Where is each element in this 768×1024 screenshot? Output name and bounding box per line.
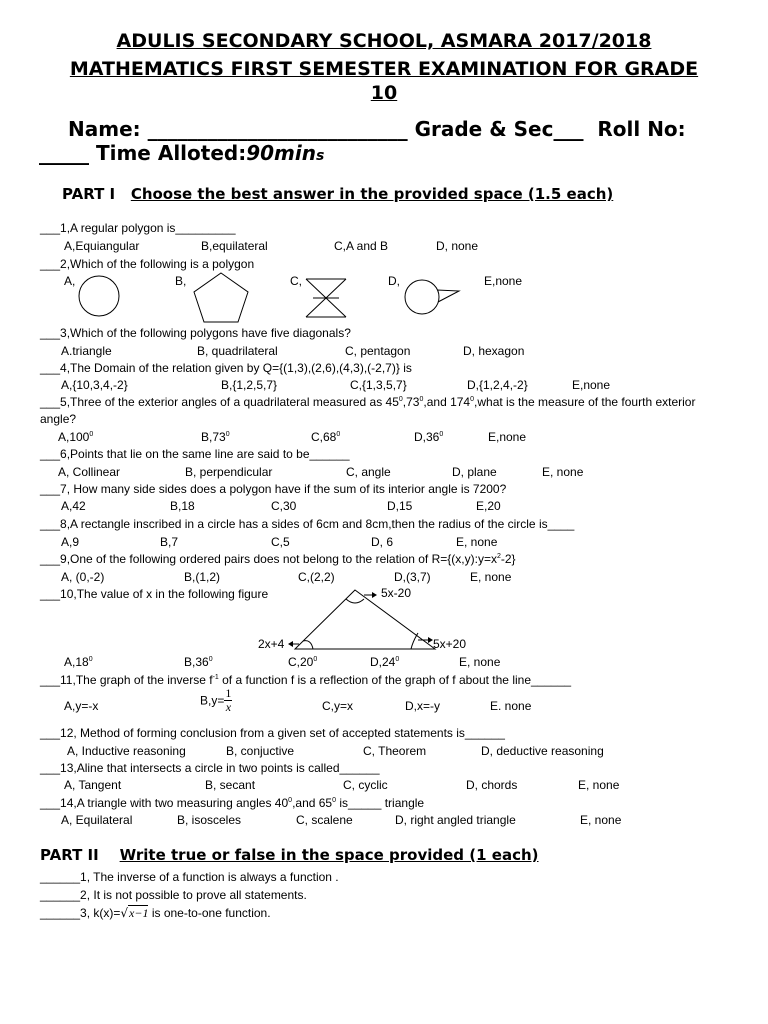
tf-statement-1: ______1, The inverse of a function is always a function . [40, 870, 339, 884]
q13-option-a: A, Tangent [64, 778, 122, 792]
q11-option-a: A,y=-x [64, 699, 99, 713]
q9-option-a: A, (0,-2) [61, 570, 105, 584]
q12-option-b: B, conjuctive [226, 744, 295, 758]
q2-option-b: B, [175, 274, 187, 288]
name-label: Name: [68, 117, 141, 141]
q14-text: ___14,A triangle with two measuring angles $40^0,and$ $65^0$ is_____ triangle [40, 796, 425, 810]
pentagon-figure [190, 270, 252, 326]
balloon-figure [402, 277, 464, 319]
q10-top-label: 5x-20 [381, 586, 412, 600]
name-row [68, 117, 686, 141]
q2-option-c: C, [290, 274, 302, 288]
q14-option-c: C, scalene [296, 813, 353, 827]
q7-option-d: D,15 [387, 499, 413, 513]
grade-blank[interactable]: ___ [553, 117, 584, 141]
q13-option-e: E, none [578, 778, 620, 792]
q2-option-d: D, [388, 274, 400, 288]
q8-text: ___8,A rectangle inscribed in a circle has a sides of 6cm and 8cm,then the radius of the circle is____ [40, 517, 575, 531]
q11-option-e: E. none [490, 699, 532, 713]
q1-option-c: C,A and B [334, 239, 389, 253]
grade-label: Grade & Sec [414, 117, 554, 141]
roll-blank[interactable]: _____ [39, 141, 89, 165]
q8-option-e: E, none [456, 535, 498, 549]
time-value: 90min [246, 141, 316, 165]
q9-text: ___9,One of the following ordered pairs does not belong to the relation of $R=\{(x,y):y=x^2-2\}$ [40, 552, 516, 566]
q7-text: ___7, How many side sides does a polygon have if the sum of its interior angle is 7200? [40, 482, 507, 496]
q8-option-c: C,5 [271, 535, 290, 549]
q6-option-a: A, Collinear [58, 465, 121, 479]
q4-option-a: A,{10,3,4,-2} [61, 378, 128, 392]
q2-text: ___2,Which of the following is a polygon [40, 257, 255, 271]
q13-option-c: C, cyclic [343, 778, 388, 792]
q3-option-c: C, pentagon [345, 344, 411, 358]
circle-figure [76, 273, 122, 319]
q5-option-a: A,100$^0$ [58, 430, 94, 444]
part1-instruction: Choose the best answer in the provided space (1.5 each) [130, 185, 614, 203]
q1-option-b: B,equilateral [201, 239, 268, 253]
q12-text: ___12, Method of forming conclusion from a given set of accepted statements is______ [40, 726, 505, 740]
q14-option-e: E, none [580, 813, 622, 827]
part2-heading [40, 846, 539, 864]
q1-text: ___1,A regular polygon is_________ [40, 221, 236, 235]
q5-option-d: $D,36^0$ [414, 430, 444, 444]
q10-option-c: $C,20^0$ [288, 655, 318, 669]
q14-option-b: B, isosceles [177, 813, 242, 827]
q10-option-e: E, none [459, 655, 501, 669]
q13-option-b: B, secant [205, 778, 256, 792]
q12-option-c: C, Theorem [363, 744, 427, 758]
time-row [39, 141, 324, 168]
q10-option-a: $A,18^0$ [64, 655, 93, 669]
q9-option-d: D,(3,7) [394, 570, 431, 584]
q1-option-a: A,Equiangular [64, 239, 140, 253]
q8-option-b: B,7 [160, 535, 179, 549]
q10-right-label: 5x+20 [433, 637, 467, 651]
q12-option-a: A, Inductive reasoning [67, 744, 186, 758]
q2-option-a: A, [64, 274, 76, 288]
q10-text: ___10,The value of x in the following figure [40, 587, 269, 601]
q8-option-d: D, 6 [371, 535, 394, 549]
q1-option-d: D, none [436, 239, 479, 253]
q4-text: ___4,The Domain of the relation given by Q={(1,3),(2,6),(4,3),(-2,7)} is [40, 361, 412, 375]
q6-text: ___6,Points that lie on the same line are said to be______ [40, 447, 350, 461]
q6-option-e: E, none [542, 465, 584, 479]
q6-option-d: D, plane [452, 465, 497, 479]
exam-grade: 10 [370, 82, 398, 104]
q10-option-d: $D,24^0$ [370, 655, 400, 669]
q14-option-a: A, Equilateral [61, 813, 133, 827]
q3-option-b: B, quadrilateral [197, 344, 278, 358]
q3-option-a: A.triangle [61, 344, 112, 358]
q9-option-e: E, none [470, 570, 512, 584]
name-blank[interactable]: __________________________ [147, 117, 408, 141]
q5-option-c: $C,68^0$ [311, 430, 341, 444]
q4-option-c: C,{1,3,5,7} [350, 378, 407, 392]
q14-option-d: D, right angled triangle [395, 813, 516, 827]
q6-option-b: B, perpendicular [185, 465, 273, 479]
q11-option-b: B,y= $\frac{1}{x}$ [200, 686, 232, 714]
q11-fraction: $\frac{1}{x}$ [225, 686, 232, 714]
q7-option-b: B,18 [170, 499, 195, 513]
q7-option-a: A,42 [61, 499, 86, 513]
bowtie-figure [303, 276, 349, 320]
q11-text: ___11,The graph of the inverse $f^{-1}$ of a function f is a reflection of the graph of f about the line______ [40, 673, 572, 687]
q8-option-a: A,9 [61, 535, 80, 549]
time-label: Time Alloted: [95, 141, 247, 165]
school-title: ADULIS SECONDARY SCHOOL, ASMARA 2017/2018 [116, 30, 652, 52]
part2-instruction: Write true or false in the space provided (1 each) [119, 846, 539, 864]
q6-option-c: C, angle [346, 465, 391, 479]
sqrt-expression: x−1 [129, 906, 149, 920]
part2-label: PART II [40, 846, 99, 864]
q13-option-d: D, chords [466, 778, 518, 792]
q9-option-b: B,(1,2) [184, 570, 221, 584]
tf-statement-3: ______3, k(x)=√x−1 is one-to-one function. [40, 906, 271, 920]
q3-option-d: D, hexagon [463, 344, 525, 358]
q4-option-e: E,none [572, 378, 611, 392]
q9-option-c: C,(2,2) [298, 570, 335, 584]
q5-option-e: E,none [488, 430, 527, 444]
q5-option-b: $B,73^0$ [201, 430, 230, 444]
q2-option-e: E,none [484, 274, 523, 288]
part1-heading [62, 185, 613, 203]
q4-option-b: B,{1,2,5,7} [221, 378, 278, 392]
q3-text: ___3,Which of the following polygons have five diagonals? [40, 326, 351, 340]
q11-option-c: C,y=x [322, 699, 354, 713]
tf-statement-2: ______2, It is not possible to prove all statements. [40, 888, 307, 902]
q11-option-d: D,x=-y [405, 699, 441, 713]
q10-left-label: 2x+4 [258, 637, 285, 651]
q10-option-b: $B,36^0$ [184, 655, 213, 669]
q5-text-cont: angle? [40, 412, 77, 426]
q7-option-c: C,30 [271, 499, 297, 513]
part1-label: PART I [62, 185, 116, 203]
q4-option-d: D,{1,2,4,-2} [467, 378, 528, 392]
q7-option-e: E,20 [476, 499, 501, 513]
exam-title: MATHEMATICS FIRST SEMESTER EXAMINATION FOR GRADE [69, 58, 699, 80]
q12-option-d: D, deductive reasoning [481, 744, 604, 758]
time-unit: s [315, 148, 325, 164]
q5-text: ___5,Three of the exterior angles of a quadrilateral measured as $45^0,73^0,and$ $174^0,what$ is the measure of the fourth exterior [40, 395, 696, 409]
roll-label: Roll No: [597, 117, 686, 141]
q13-text: ___13,Aline that intersects a circle in two points is called______ [40, 761, 380, 775]
